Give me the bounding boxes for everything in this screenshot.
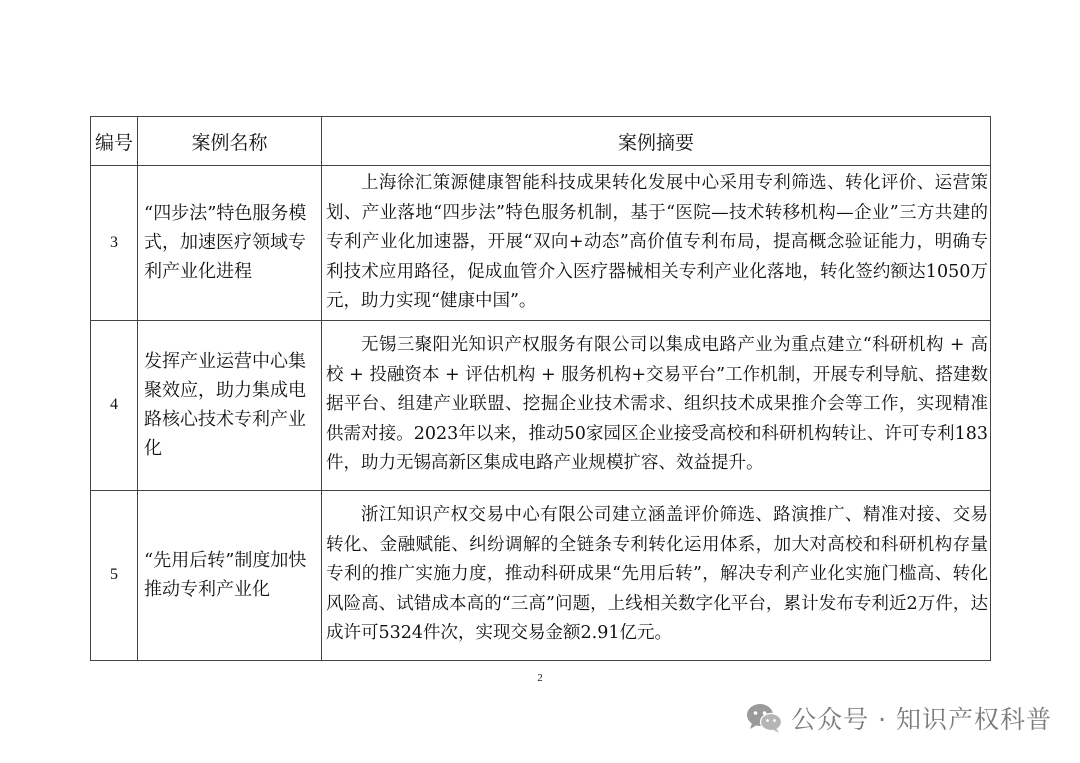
case-id: 5	[91, 490, 138, 660]
case-id: 4	[91, 320, 138, 490]
case-summary: 浙江知识产权交易中心有限公司建立涵盖评价筛选、路演推广、精准对接、交易转化、金融赋能、纠纷调解的全链条专利转化运用体系，加大对高校和科研机构存量专利的推广实施力度，推动科研成果“先用后转”，解决专利产业化实施门槛高、转化风险高、试错成本高的“三高”问题，上线相关数字化平台，累计发布专利近2万件，达成许可5324件次，实现交易金额2.91亿元。	[322, 490, 991, 660]
case-summary: 无锡三聚阳光知识产权服务有限公司以集成电路产业为重点建立“科研机构 + 高校 + 投融资本 + 评估机构 + 服务机构+交易平台”工作机制，开展专利导航、搭建数据平台、组建产业联盟、挖掘企业技术需求、组织技术成果推介会等工作，实现精准供需对接。2023年以来，推动50家园区企业接受高校和科研机构转让、许可专利183件，助力无锡高新区集成电路产业规模扩容、效益提升。	[322, 320, 991, 490]
watermark-text: 公众号 · 知识产权科普	[791, 705, 1052, 734]
case-id: 3	[91, 166, 138, 321]
case-name: “四步法”特色服务模式，加速医疗领域专利产业化进程	[138, 166, 322, 321]
watermark	[745, 700, 1052, 736]
table-row	[91, 490, 991, 660]
case-name: “先用后转”制度加快推动专利产业化	[138, 490, 322, 660]
case-name: 发挥产业运营中心集聚效应，助力集成电路核心技术专利产业化	[138, 320, 322, 490]
table-row	[91, 166, 991, 321]
page-number: 2	[537, 672, 543, 684]
table-header-row	[91, 117, 991, 166]
case-table	[90, 116, 991, 661]
case-summary: 上海徐汇策源健康智能科技成果转化发展中心采用专利筛选、转化评价、运营策划、产业落地“四步法”特色服务机制，基于“医院—技术转移机构—企业”三方共建的专利产业化加速器，开展“双向+动态”高价值专利布局，提高概念验证能力，明确专利技术应用路径，促成血管介入医疗器械相关专利产业化落地，转化签约额达1050万元，助力实现“健康中国”。	[322, 166, 991, 321]
header-summary: 案例摘要	[322, 117, 991, 166]
header-id: 编号	[91, 117, 138, 166]
table-row	[91, 320, 991, 490]
wechat-icon	[745, 702, 783, 734]
header-name: 案例名称	[138, 117, 322, 166]
